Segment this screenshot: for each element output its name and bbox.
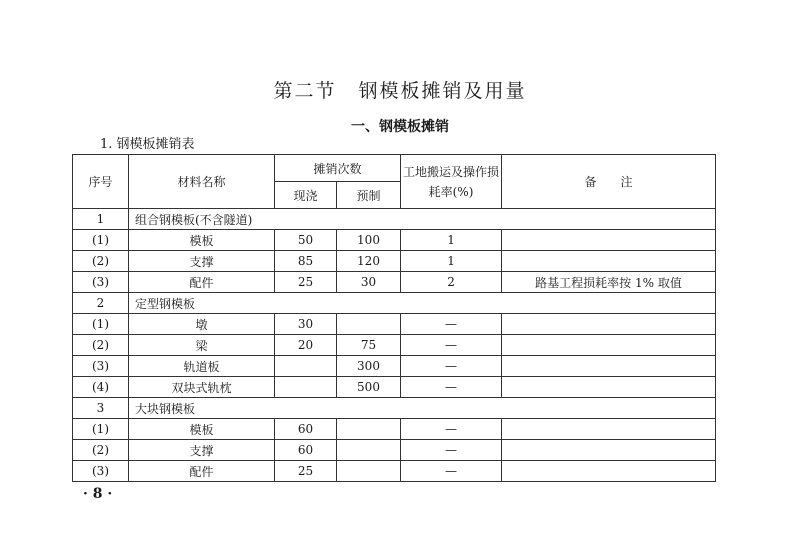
table-row <box>73 314 716 335</box>
table-row <box>73 377 716 398</box>
cell-seq: (2) <box>73 251 129 272</box>
cell-precast <box>337 440 401 461</box>
cell-precast <box>337 314 401 335</box>
table-group-row <box>73 293 716 314</box>
header-seq: 序号 <box>73 155 129 209</box>
table-row <box>73 251 716 272</box>
table-group-row <box>73 209 716 230</box>
cell-remark <box>502 356 716 377</box>
header-material-name: 材料名称 <box>129 155 275 209</box>
cell-material-name: 梁 <box>129 335 275 356</box>
cell-remark: 路基工程损耗率按 1% 取值 <box>502 272 716 293</box>
cell-loss-rate: — <box>401 377 502 398</box>
header-cast-in-place: 现浇 <box>275 182 337 209</box>
amortization-table <box>72 154 716 482</box>
cell-seq: (2) <box>73 335 129 356</box>
subsection-title: 一、钢模板摊销 <box>351 119 449 135</box>
cell-precast: 120 <box>337 251 401 272</box>
cell-material-name: 配件 <box>129 272 275 293</box>
cell-loss-rate: — <box>401 419 502 440</box>
section-title <box>0 76 800 103</box>
cell-seq: (1) <box>73 314 129 335</box>
cell-remark <box>502 335 716 356</box>
cell-material-name: 配件 <box>129 461 275 482</box>
cell-group-name: 组合钢模板(不含隧道) <box>129 209 716 230</box>
cell-precast <box>337 461 401 482</box>
cell-material-name: 模板 <box>129 230 275 251</box>
cell-seq: (3) <box>73 461 129 482</box>
cell-loss-rate: — <box>401 356 502 377</box>
cell-material-name: 墩 <box>129 314 275 335</box>
cell-loss-rate: 2 <box>401 272 502 293</box>
header-remark: 备 注 <box>502 155 716 209</box>
cell-seq: (3) <box>73 356 129 377</box>
cell-seq: (4) <box>73 377 129 398</box>
cell-group-name: 定型钢模板 <box>129 293 716 314</box>
cell-precast: 100 <box>337 230 401 251</box>
cell-remark <box>502 314 716 335</box>
table-row <box>73 335 716 356</box>
cell-cast-in-place: 60 <box>275 440 337 461</box>
cell-loss-rate: — <box>401 314 502 335</box>
cell-cast-in-place: 60 <box>275 419 337 440</box>
table-row <box>73 230 716 251</box>
cell-precast: 30 <box>337 272 401 293</box>
header-precast: 预制 <box>337 182 401 209</box>
cell-cast-in-place: 25 <box>275 461 337 482</box>
cell-seq: (3) <box>73 272 129 293</box>
cell-seq: 1 <box>73 209 129 230</box>
cell-cast-in-place: 25 <box>275 272 337 293</box>
cell-loss-rate: — <box>401 461 502 482</box>
cell-material-name: 轨道板 <box>129 356 275 377</box>
cell-cast-in-place: 50 <box>275 230 337 251</box>
table-row <box>73 440 716 461</box>
cell-loss-rate: 1 <box>401 251 502 272</box>
cell-remark <box>502 440 716 461</box>
section-number: 第二节 <box>273 80 337 102</box>
cell-loss-rate: — <box>401 440 502 461</box>
cell-material-name: 模板 <box>129 419 275 440</box>
table-row <box>73 356 716 377</box>
cell-cast-in-place <box>275 356 337 377</box>
section-name: 钢模板摊销及用量 <box>358 80 527 102</box>
table-group-row <box>73 398 716 419</box>
cell-seq: (1) <box>73 419 129 440</box>
cell-material-name: 双块式轨枕 <box>129 377 275 398</box>
cell-seq: 3 <box>73 398 129 419</box>
cell-cast-in-place: 85 <box>275 251 337 272</box>
table-row <box>73 272 716 293</box>
cell-precast <box>337 419 401 440</box>
header-loss-rate: 工地搬运及操作损耗率(%) <box>401 155 502 209</box>
page-number: · 8 · <box>83 486 113 502</box>
cell-group-name: 大块钢模板 <box>129 398 716 419</box>
table-row <box>73 419 716 440</box>
cell-seq: (1) <box>73 230 129 251</box>
cell-precast: 75 <box>337 335 401 356</box>
cell-remark <box>502 251 716 272</box>
cell-precast: 300 <box>337 356 401 377</box>
cell-remark <box>502 230 716 251</box>
cell-material-name: 支撑 <box>129 251 275 272</box>
cell-loss-rate: — <box>401 335 502 356</box>
cell-remark <box>502 377 716 398</box>
cell-cast-in-place: 30 <box>275 314 337 335</box>
cell-seq: (2) <box>73 440 129 461</box>
table-caption: 1. 钢模板摊销表 <box>100 137 195 152</box>
cell-loss-rate: 1 <box>401 230 502 251</box>
table-row <box>73 461 716 482</box>
header-amortization-count: 摊销次数 <box>275 155 401 182</box>
cell-seq: 2 <box>73 293 129 314</box>
cell-remark <box>502 419 716 440</box>
table-body <box>73 209 716 482</box>
cell-cast-in-place <box>275 377 337 398</box>
cell-material-name: 支撑 <box>129 440 275 461</box>
cell-cast-in-place: 20 <box>275 335 337 356</box>
cell-remark <box>502 461 716 482</box>
cell-precast: 500 <box>337 377 401 398</box>
